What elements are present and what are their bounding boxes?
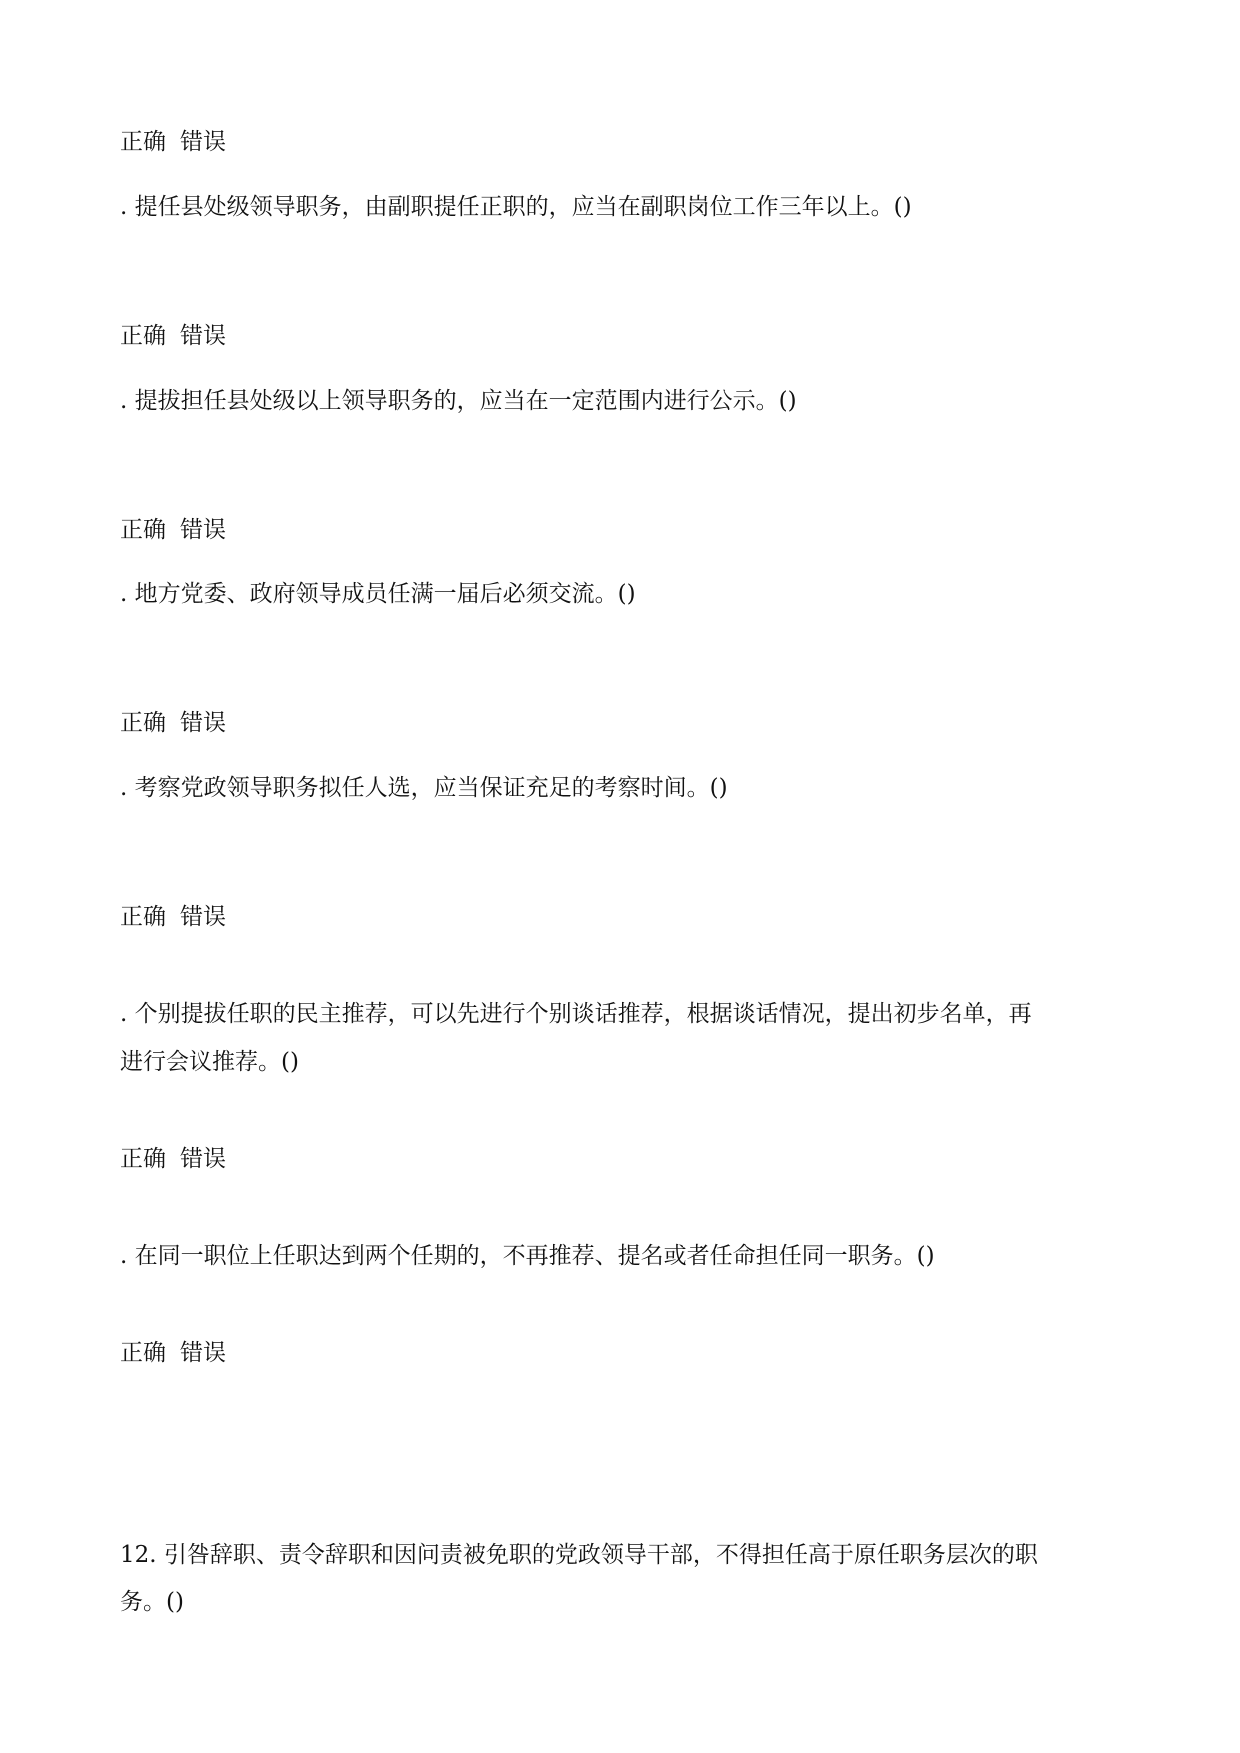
question-text-line1: 12. 引咎辞职、责令辞职和因问责被免职的党政领导干部，不得担任高于原任职务层次的职 [120, 1542, 1038, 1568]
option-false[interactable]: 错误 [180, 129, 226, 155]
question-text: . 地方党委、政府领导成员任满一届后必须交流。() [120, 581, 636, 607]
question-text: . 提任县处级领导职务，由副职提任正职的，应当在副职岗位工作三年以上。() [120, 194, 912, 220]
option-true[interactable]: 正确 [120, 710, 166, 736]
question-text-line2: 务。() [120, 1589, 184, 1615]
option-true[interactable]: 正确 [120, 904, 166, 930]
option-false[interactable]: 错误 [180, 1340, 226, 1366]
answer-options [120, 699, 1130, 747]
option-true[interactable]: 正确 [120, 1340, 166, 1366]
option-false[interactable]: 错误 [180, 517, 226, 543]
option-true[interactable]: 正确 [120, 1146, 166, 1172]
option-true[interactable]: 正确 [120, 129, 166, 155]
answer-options [120, 506, 1130, 554]
option-true[interactable]: 正确 [120, 517, 166, 543]
question-text: . 提拔担任县处级以上领导职务的，应当在一定范围内进行公示。() [120, 388, 797, 414]
question-text: . 考察党政领导职务拟任人选，应当保证充足的考察时间。() [120, 775, 728, 801]
answer-options [120, 1329, 1130, 1377]
answer-options [120, 893, 1130, 941]
question-text-line2: 进行会议推荐。() [120, 1049, 299, 1075]
option-false[interactable]: 错误 [180, 323, 226, 349]
option-true[interactable]: 正确 [120, 323, 166, 349]
answer-options [120, 312, 1130, 360]
answer-options [120, 1135, 1130, 1183]
option-false[interactable]: 错误 [180, 904, 226, 930]
option-false[interactable]: 错误 [180, 1146, 226, 1172]
question-text: . 在同一职位上任职达到两个任期的，不再推荐、提名或者任命担任同一职务。() [120, 1243, 935, 1269]
option-false[interactable]: 错误 [180, 710, 226, 736]
question-text-line1: . 个别提拔任职的民主推荐，可以先进行个别谈话推荐，根据谈话情况，提出初步名单，再 [120, 1001, 1032, 1027]
answer-options [120, 118, 1130, 166]
